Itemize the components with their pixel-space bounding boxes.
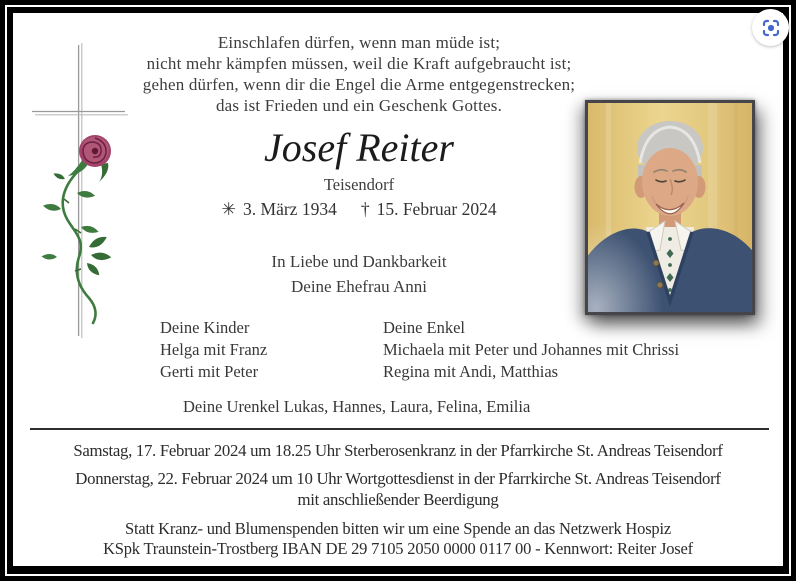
donation-block <box>13 519 783 559</box>
portrait-photo <box>585 100 755 315</box>
grandchildren-column <box>383 317 679 383</box>
obituary-content <box>13 13 783 566</box>
death-cross-icon: † <box>360 199 370 219</box>
section-divider <box>30 428 769 430</box>
lens-scan-icon <box>761 18 781 38</box>
poem-line: nicht mehr kämpfen müssen, weil die Kraft aufgebraucht ist; <box>146 54 572 73</box>
birth-star-icon: ✳ <box>221 199 237 219</box>
donation-request-line: Statt Kranz- und Blumenspenden bitten wir um eine Spende an das Netzwerk Hospiz <box>125 519 671 538</box>
service-funeral-line: Donnerstag, 22. Februar 2024 um 10 Uhr Wortgottesdienst in der Pfarrkirche St. Andreas Teisendorf <box>75 469 721 488</box>
donation-iban-line: KSpk Traunstein-Trostberg IBAN DE 29 7105 2050 0000 0117 00 - Kennwort: Reiter Josef <box>103 539 693 558</box>
service-funeral-block <box>13 468 783 510</box>
portrait-illustration <box>588 103 752 312</box>
poem-line: Einschlafen dürfen, wenn man müde ist; <box>217 33 501 52</box>
children-column <box>160 317 267 383</box>
poem-line: das ist Frieden und ein Geschenk Gottes. <box>215 96 503 115</box>
children-header: Deine Kinder <box>160 318 250 337</box>
grandchild-entry: Regina mit Andi, Matthias <box>383 362 559 381</box>
lens-badge[interactable] <box>752 9 789 46</box>
child-entry: Helga mit Franz <box>160 340 268 359</box>
grandchildren-header: Deine Enkel <box>383 318 466 337</box>
tribute-line: In Liebe und Dankbarkeit <box>271 252 447 271</box>
death-date: 15. Februar 2024 <box>376 199 497 219</box>
birth-date: 3. März 1934 <box>243 199 337 219</box>
deceased-place: Teisendorf <box>323 175 395 194</box>
grandchild-entry: Michaela mit Peter und Johannes mit Chrissi <box>383 340 680 359</box>
child-entry: Gerti mit Peter <box>160 362 259 381</box>
service-burial-line: mit anschließender Beerdigung <box>297 490 499 509</box>
deceased-name: Josef Reiter <box>264 125 454 170</box>
great-grandchildren-line: Deine Urenkel Lukas, Hannes, Laura, Felina, Emilia <box>183 397 531 416</box>
poem-line: gehen dürfen, wenn dir die Engel die Arme entgegenstrecken; <box>142 75 576 94</box>
tribute-signature: Deine Ehefrau Anni <box>291 277 427 296</box>
service-rosary-line: Samstag, 17. Februar 2024 um 18.25 Uhr Sterberosenkranz in der Pfarrkirche St. Andreas Teisendorf <box>73 441 723 460</box>
